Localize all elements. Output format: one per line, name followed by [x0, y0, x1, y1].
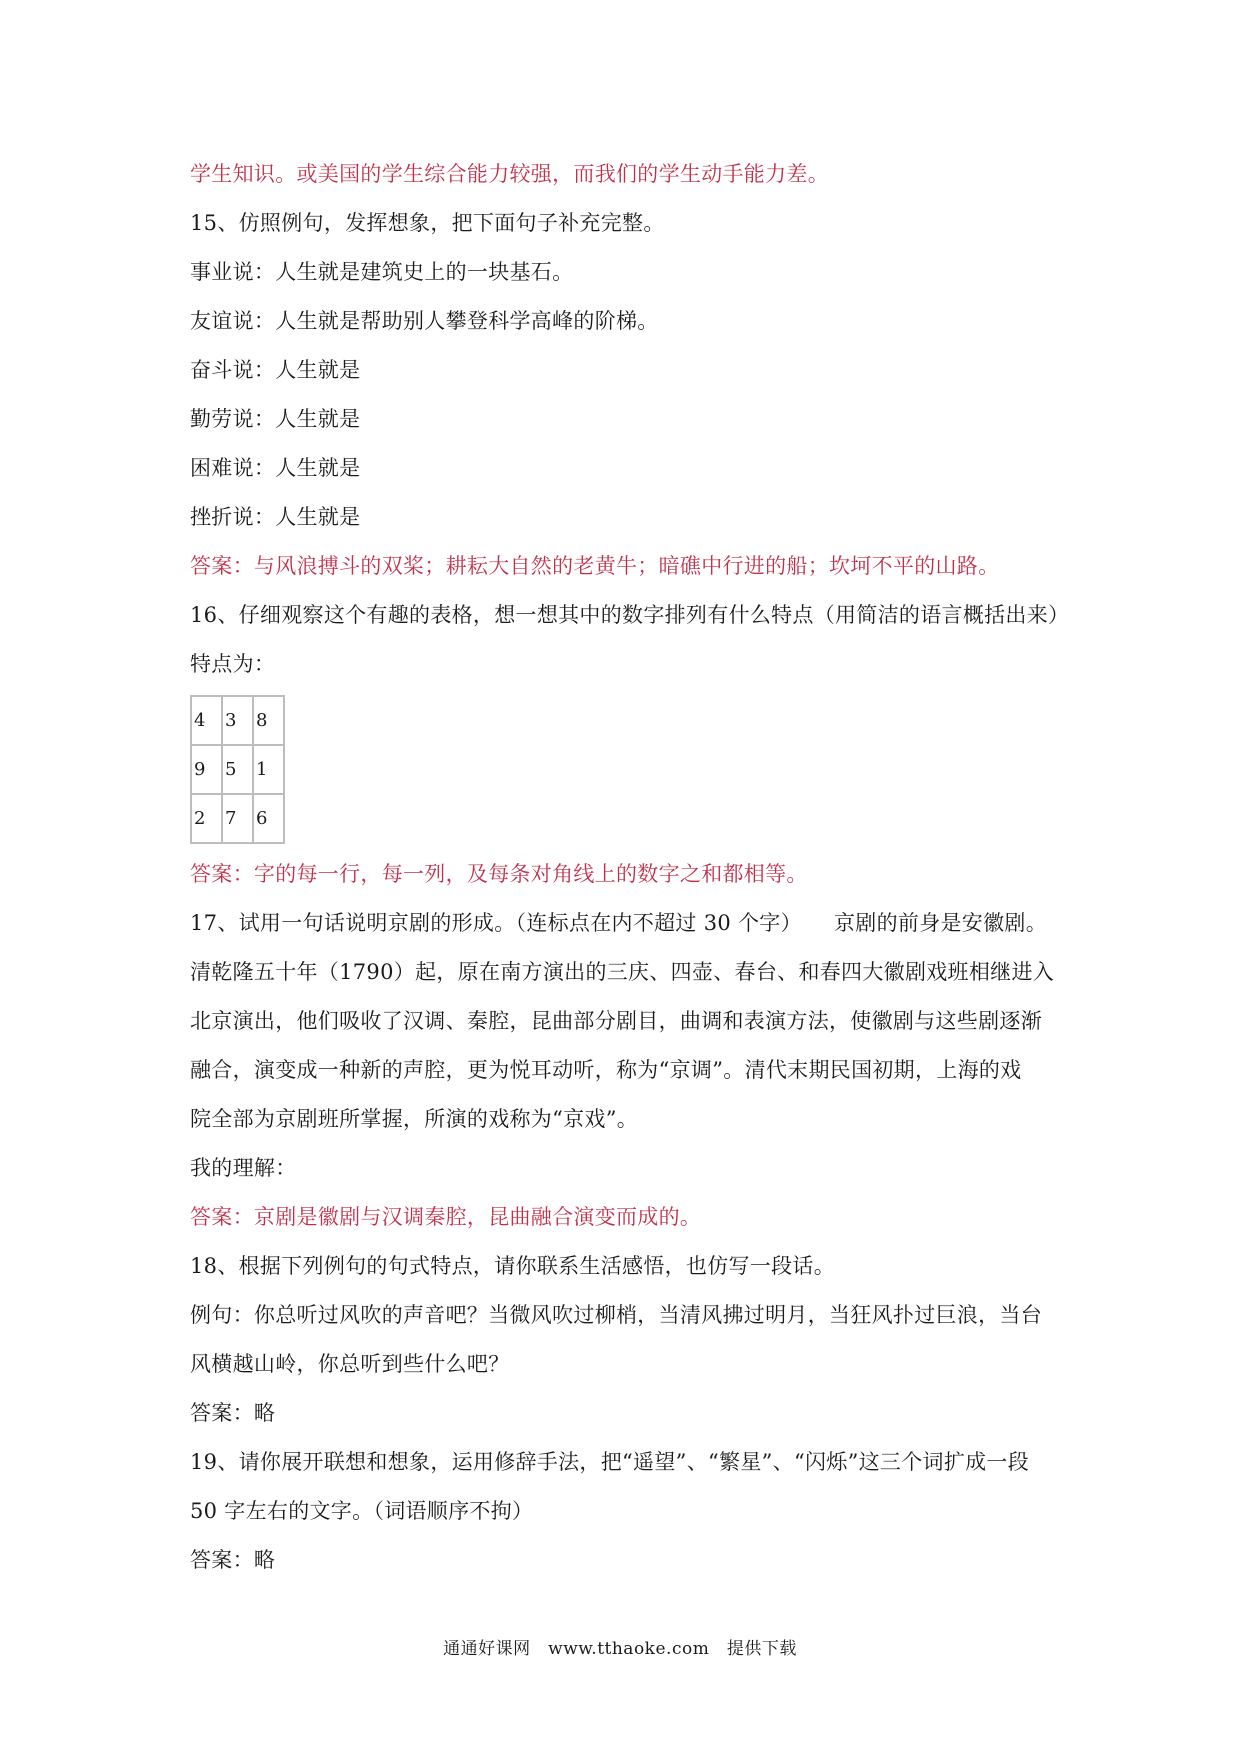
text-line: 特点为： — [190, 652, 276, 676]
page-footer: 通通好课网 www.tthaoke.com 提供下载 — [443, 1639, 797, 1659]
text-line: 挫折说：人生就是 — [190, 505, 361, 529]
answer-line: 答案：京剧是徽剧与汉调秦腔，昆曲融合演变而成的。 — [190, 1205, 702, 1229]
table-cell: 5 — [222, 745, 253, 794]
text-line: 困难说：人生就是 — [190, 456, 361, 480]
text-line: 19、请你展开联想和想象，运用修辞手法，把“遥望”、“繁星”、“闪烁”这三个词扩成一段 — [190, 1450, 1030, 1474]
magic-square-table — [190, 695, 285, 844]
answer-line: 学生知识。或美国的学生综合能力较强，而我们的学生动手能力差。 — [190, 162, 829, 186]
table-row — [191, 745, 284, 794]
text-line: 17、试用一句话说明京剧的形成。（连标点在内不超过 30 个字） 京剧的前身是安徽剧。 — [190, 911, 1047, 935]
text-line: 答案：略 — [190, 1401, 276, 1425]
text-line: 我的理解： — [190, 1156, 297, 1180]
text-line: 答案：略 — [190, 1548, 276, 1572]
table-row — [191, 794, 284, 843]
text-line: 16、仔细观察这个有趣的表格，想一想其中的数字排列有什么特点（用简洁的语言概括出来） — [190, 603, 1070, 627]
table-cell: 7 — [222, 794, 253, 843]
text-line: 风横越山岭，你总听到些什么吧？ — [190, 1352, 510, 1376]
text-line: 15、仿照例句，发挥想象，把下面句子补充完整。 — [190, 211, 665, 235]
text-line: 50 字左右的文字。（词语顺序不拘） — [190, 1499, 534, 1523]
table-cell: 8 — [253, 696, 284, 745]
text-line: 例句：你总听过风吹的声音吧？当微风吹过柳梢，当清风拂过明月，当狂风扑过巨浪，当台 — [190, 1303, 1042, 1327]
table-cell: 1 — [253, 745, 284, 794]
document-body — [190, 150, 1070, 1585]
text-line: 北京演出，他们吸收了汉调、秦腔，昆曲部分剧目，曲调和表演方法，使徽剧与这些剧逐渐 — [190, 1009, 1042, 1033]
table-row — [191, 696, 284, 745]
text-line: 清乾隆五十年（1790）起，原在南方演出的三庆、四壶、春台、和春四大徽剧戏班相继进入 — [190, 960, 1055, 984]
table-cell: 9 — [191, 745, 222, 794]
answer-line: 答案：与风浪搏斗的双桨；耕耘大自然的老黄牛；暗礁中行进的船；坎坷不平的山路。 — [190, 554, 1000, 578]
text-line: 事业说：人生就是建筑史上的一块基石。 — [190, 260, 574, 284]
text-line: 勤劳说：人生就是 — [190, 407, 361, 431]
text-line: 融合，演变成一种新的声腔，更为悦耳动听，称为“京调”。清代末期民国初期，上海的戏 — [190, 1058, 1022, 1082]
table-cell: 4 — [191, 696, 222, 745]
text-block-top — [190, 150, 1070, 689]
table-cell: 6 — [253, 794, 284, 843]
text-line: 院全部为京剧班所掌握，所演的戏称为“京戏”。 — [190, 1107, 639, 1131]
table-cell: 3 — [222, 696, 253, 745]
text-block-bottom — [190, 850, 1060, 1585]
table-cell: 2 — [191, 794, 222, 843]
text-line: 友谊说：人生就是帮助别人攀登科学高峰的阶梯。 — [190, 309, 659, 333]
text-line: 18、根据下列例句的句式特点，请你联系生活感悟，也仿写一段话。 — [190, 1254, 836, 1278]
text-line: 奋斗说：人生就是 — [190, 358, 361, 382]
answer-line: 答案：字的每一行，每一列，及每条对角线上的数字之和都相等。 — [190, 862, 808, 886]
